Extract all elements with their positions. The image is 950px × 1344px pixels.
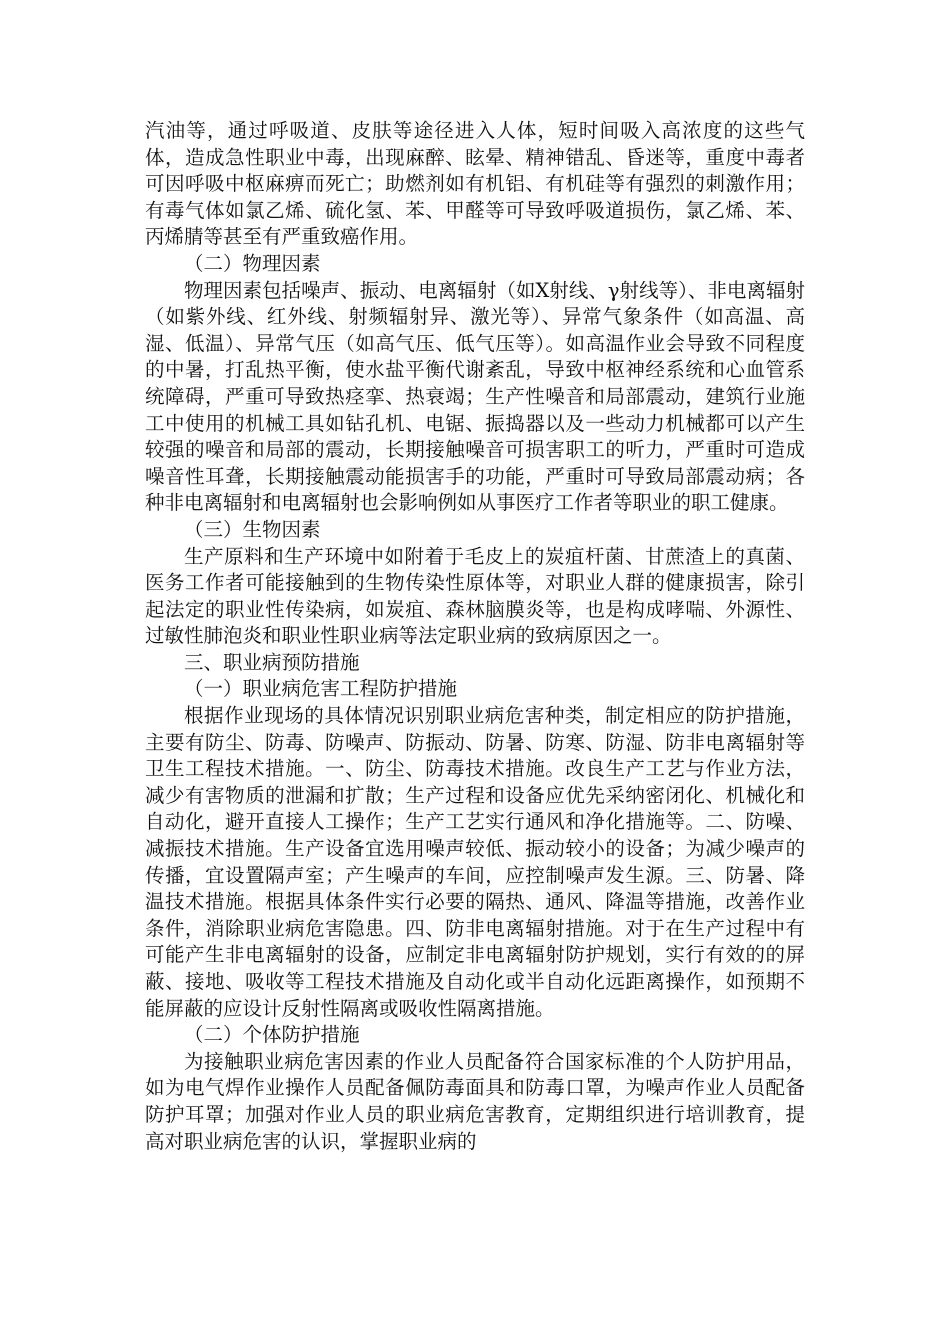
document-page — [145, 118, 805, 1155]
heading-physical-factors: （二）物理因素 — [184, 251, 321, 275]
paragraph-personal-protection: 为接触职业病危害因素的作业人员配备符合国家标准的个人防护用品，如为电气焊作业操作人员配备佩防毒面具和防毒口罩，为噪声作业人员配备防护耳罩；加强对作业人员的职业病危害教育，定期组织进行培训教育，提高对职业病危害的认识，掌握职业病的 — [145, 1049, 805, 1153]
paragraph-toxic-gases: 汽油等，通过呼吸道、皮肤等途径进入人体，短时间吸入高浓度的这些气体，造成急性职业中毒，出现麻醉、眩晕、精神错乱、昏迷等，重度中毒者可因呼吸中枢麻痹而死亡；助燃剂如有机铝、有机硅等有强烈的刺激作用；有毒气体如氯乙烯、硫化氢、苯、甲醛等可导致呼吸道损伤，氯乙烯、苯、丙烯腈等甚至有严重致癌作用。 — [145, 119, 805, 249]
heading-personal-protection: （二）个体防护措施 — [184, 1023, 360, 1047]
heading-biological-factors: （三）生物因素 — [184, 517, 321, 541]
paragraph-biological-factors: 生产原料和生产环境中如附着于毛皮上的炭疽杆菌、甘蔗渣上的真菌、医务工作者可能接触到的生物传染性原体等，对职业人群的健康损害，除引起法定的职业性传染病，如炭疽、森林脑膜炎等，也是构成哮喘、外源性、过敏性肺泡炎和职业性职业病等法定职业病的致病原因之一。 — [145, 544, 805, 648]
heading-prevention-measures: 三、职业病预防措施 — [184, 650, 360, 674]
heading-engineering-protection: （一）职业病危害工程防护措施 — [184, 677, 458, 701]
paragraph-physical-factors: 物理因素包括噪声、振动、电离辐射（如X射线、γ射线等）、非电离辐射（如紫外线、红外线、射频辐射异、激光等）、异常气象条件（如高温、高湿、低温）、异常气压（如高气压、低气压等）。如高温作业会导致不同程度的中暑，打乱热平衡，使水盐平衡代谢紊乱，导致中枢神经系统和心血管系统障碍，严重可导致热痉挛、热衰竭；生产性噪音和局部震动，建筑行业施工中使用的机械工具如钻孔机、电锯、振捣器以及一些动力机械都可以产生较强的噪音和局部的震动，长期接触噪音可损害职工的听力，严重时可造成噪音性耳聋，长期接触震动能损害手的功能，严重时可导致局部震动病；各种非电离辐射和电离辐射也会影响例如从事医疗工作者等职业的职工健康。 — [145, 278, 805, 515]
paragraph-engineering-protection: 根据作业现场的具体情况识别职业病危害种类，制定相应的防护措施，主要有防尘、防毒、防噪声、防振动、防暑、防寒、防湿、防非电离辐射等卫生工程技术措施。一、防尘、防毒技术措施。改良生产工艺与作业方法，减少有害物质的泄漏和扩散；生产过程和设备应优先采纳密闭化、机械化和自动化，避开直接人工操作；生产工艺实行通风和净化措施等。二、防噪、减振技术措施。生产设备宜选用噪声较低、振动较小的设备；为减少噪声的传播，宜设置隔声室；产生噪声的车间，应控制噪声发生源。三、防暑、降温技术措施。根据具体条件实行必要的隔热、通风、降温等措施，改善作业条件，消除职业病危害隐患。四、防非电离辐射措施。对于在生产过程中有可能产生非电离辐射的设备，应制定非电离辐射防护规划，实行有效的的屏蔽、接地、吸收等工程技术措施及自动化或半自动化远距离操作，如预期不能屏蔽的应设计反射性隔离或吸收性隔离措施。 — [145, 704, 805, 1020]
